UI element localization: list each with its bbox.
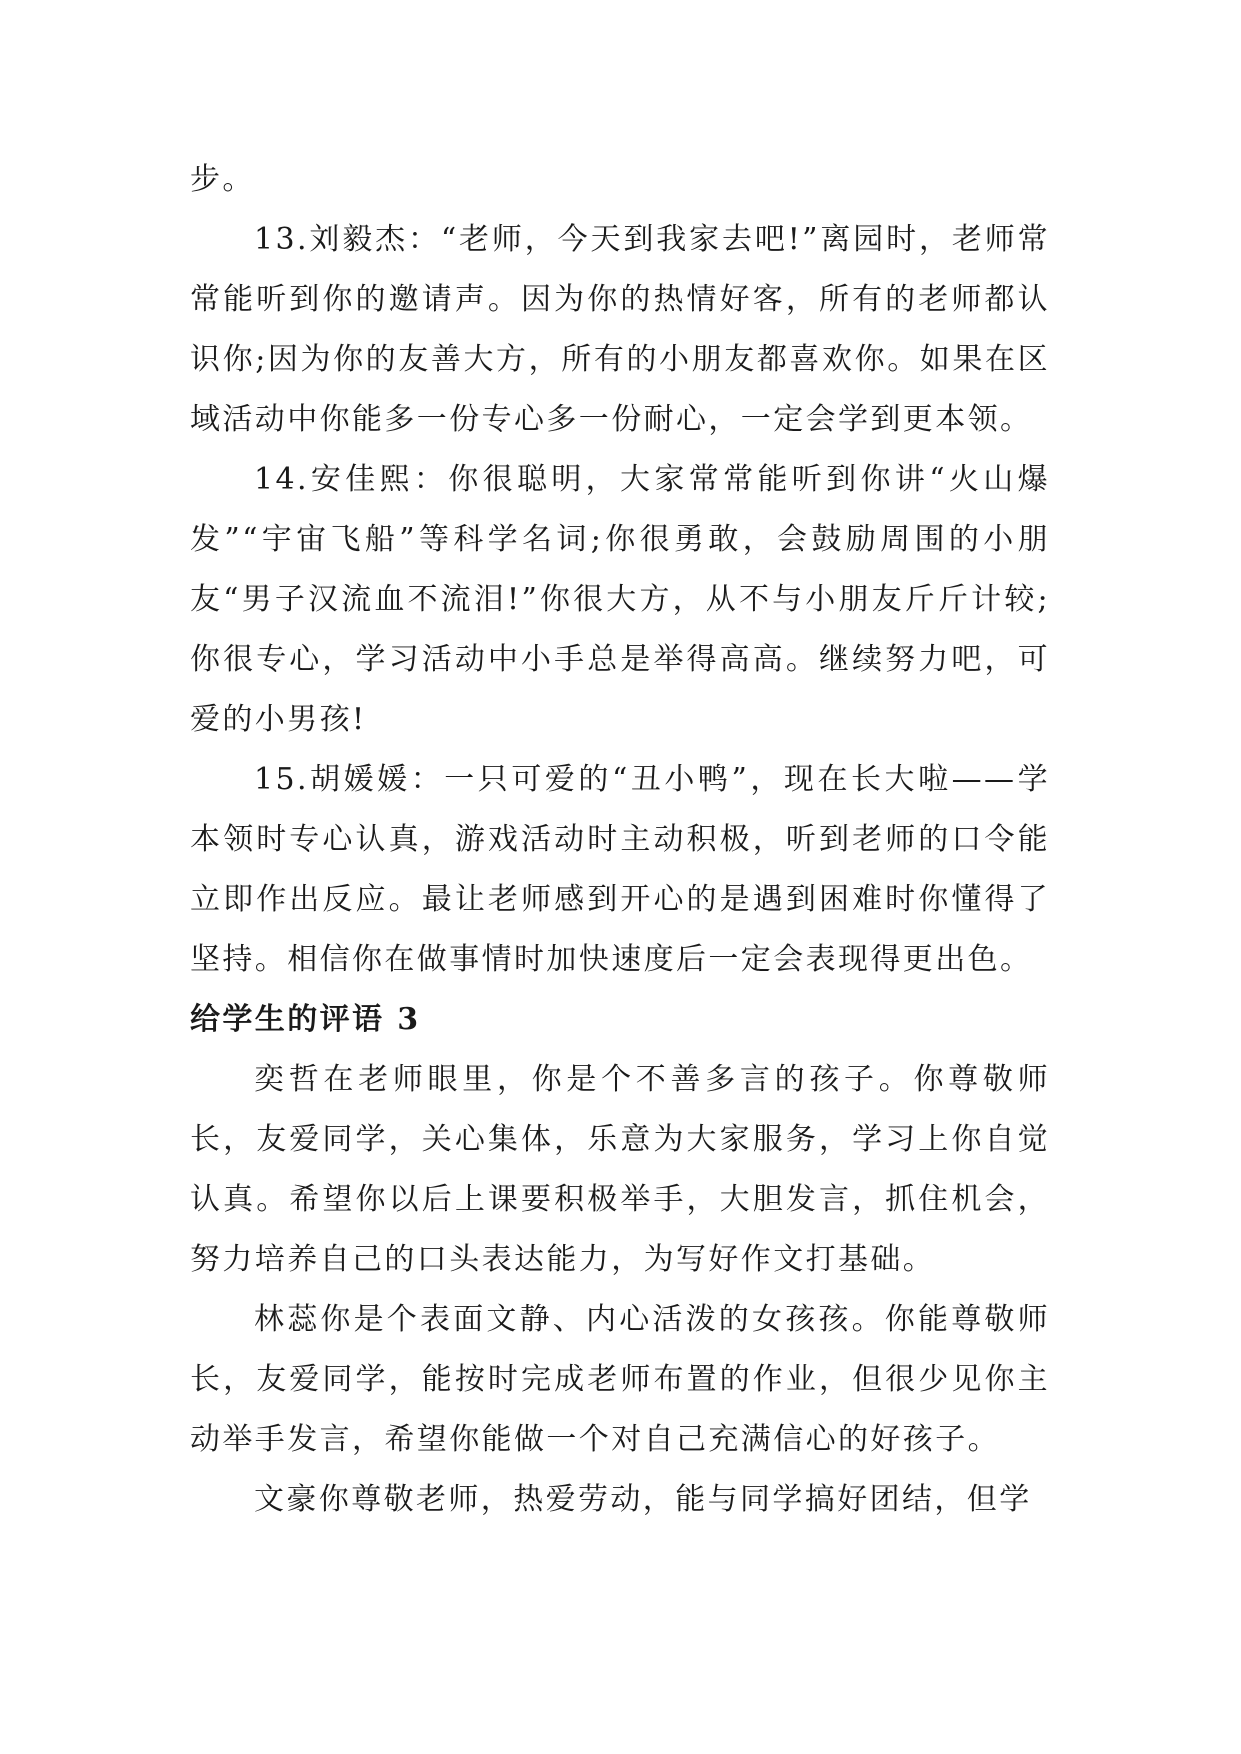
paragraph-item-14: 14.安佳熙：你很聪明，大家常常能听到你讲“火山爆发”“宇宙飞船”等科学名词;你很勇敢，会鼓励周围的小朋友“男子汉流血不流泪!”你很大方，从不与小朋友斤斤计较;你很专心，学习活动中小手总是举得高高。继续努力吧，可爱的小男孩! bbox=[190, 462, 1050, 737]
paragraph-comment-yizhe: 奕哲在老师眼里，你是个不善多言的孩子。你尊敬师长，友爱同学，关心集体，乐意为大家服务，学习上你自觉认真。希望你以后上课要积极举手，大胆发言，抓住机会，努力培养自己的口头表达能力，为写好作文打基础。 bbox=[190, 1062, 1050, 1277]
paragraph-comment-linrui: 林蕊你是个表面文静、内心活泼的女孩孩。你能尊敬师长，友爱同学，能按时完成老师布置的作业，但很少见你主动举手发言，希望你能做一个对自己充满信心的好孩子。 bbox=[190, 1302, 1050, 1457]
paragraph-item-13: 13.刘毅杰：“老师，今天到我家去吧!”离园时，老师常常能听到你的邀请声。因为你的热情好客，所有的老师都认识你;因为你的友善大方，所有的小朋友都喜欢你。如果在区域活动中你能多一份专心多一份耐心，一定会学到更本领。 bbox=[190, 222, 1050, 437]
paragraph-comment-wenhao: 文豪你尊敬老师，热爱劳动，能与同学搞好团结，但学 bbox=[254, 1482, 1032, 1517]
section-heading: 给学生的评语 3 bbox=[190, 1002, 421, 1037]
paragraph-item-15: 15.胡媛媛：一只可爱的“丑小鸭”，现在长大啦——学本领时专心认真，游戏活动时主动积极，听到老师的口令能立即作出反应。最让老师感到开心的是遇到困难时你懂得了坚持。相信你在做事情时加快速度后一定会表现得更出色。 bbox=[190, 762, 1050, 977]
document-page bbox=[190, 150, 1050, 1530]
paragraph-continuation: 步。 bbox=[190, 162, 255, 197]
